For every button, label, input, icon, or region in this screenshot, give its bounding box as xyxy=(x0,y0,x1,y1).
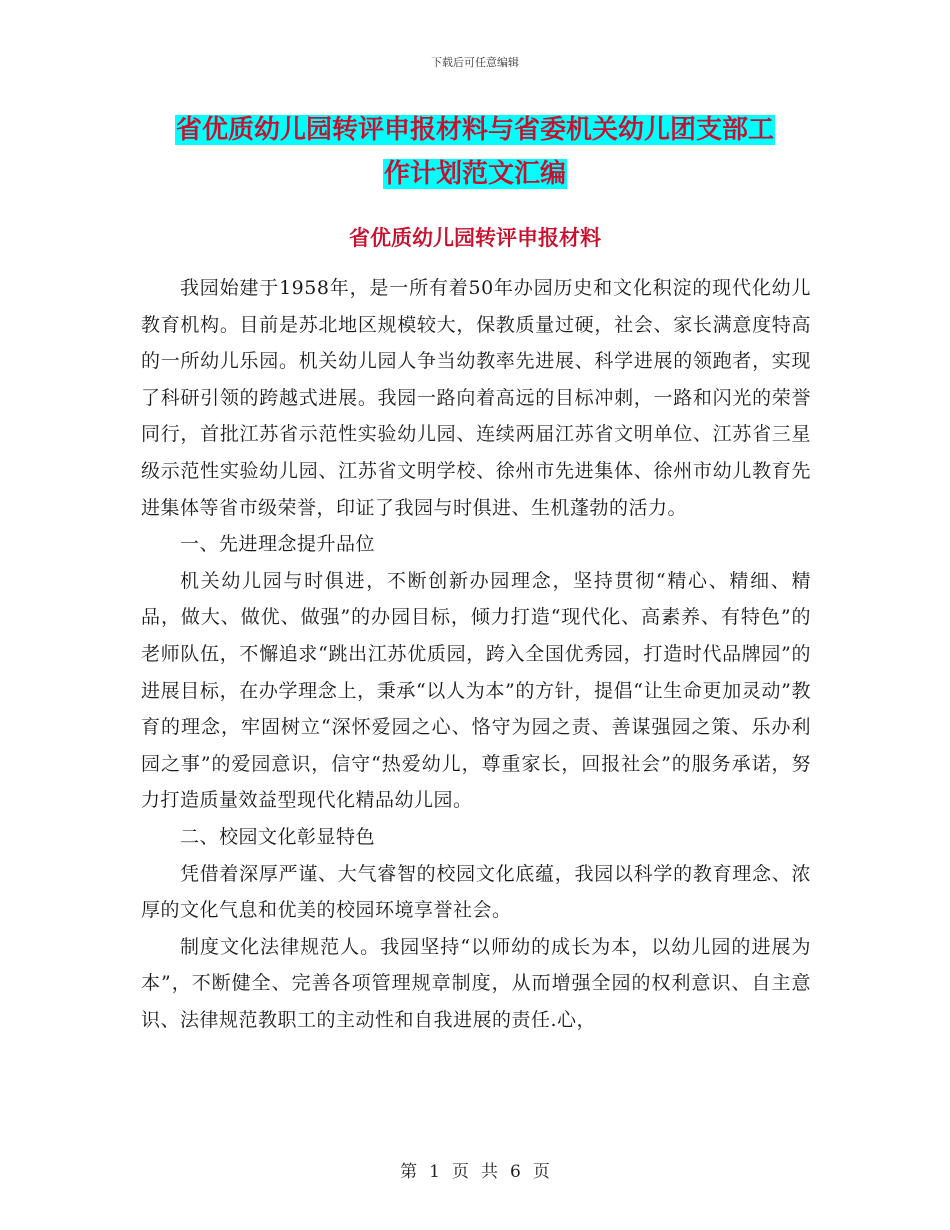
footer-total-prefix: 共 xyxy=(481,1162,498,1182)
footer-page-unit: 页 xyxy=(452,1162,469,1182)
paragraph-concepts: 机关幼儿园与时俱进，不断创新办园理念，坚持贯彻“精心、精细、精品，做大、做优、做强”的办园目标，倾力打造“现代化、高素养、有特色”的老师队伍，不懈追求“跳出江苏优质园，跨入全国优秀园，打造时代品牌园”的进展目标，在办学理念上，秉承“以人为本”的方针，提倡“让生命更加灵动”教育的理念，牢固树立“深怀爱园之心、恪守为园之责、善谋强园之策、乐办利园之事”的爱园意识，信守“热爱幼儿，尊重家长，回报社会”的服务承诺，努力打造质量效益型现代化精品幼儿园。 xyxy=(141,569,811,812)
footer-page-number: 1 xyxy=(429,1162,440,1182)
footer-prefix: 第 xyxy=(400,1162,418,1182)
heading-advanced-concepts: 一、先进理念提升品位 xyxy=(179,533,375,556)
footer-total-pages: 6 xyxy=(510,1162,521,1182)
page-footer xyxy=(0,1157,950,1182)
footer-total-unit: 页 xyxy=(532,1162,550,1182)
document-title-line2: 作计划范文汇编 xyxy=(383,159,566,189)
section-title: 省优质幼儿园转评申报材料 xyxy=(349,226,601,250)
document-title-line1: 省优质幼儿园转评申报材料与省委机关幼儿团支部工 xyxy=(175,115,774,145)
heading-campus-culture: 二、校园文化彰显特色 xyxy=(179,825,375,848)
document-title xyxy=(0,108,950,196)
paragraph-intro: 我园始建于1958年，是一所有着50年办园历史和文化积淀的现代化幼儿教育机构。目前是苏北地区规模较大，保教质量过硬，社会、家长满意度特高的一所幼儿乐园。机关幼儿园人争当幼教率先进展、科学进展的领跑者，实现了科研引领的跨越式进展。我园一路向着高远的目标冲刺，一路和闪光的荣誉同行，首批江苏省示范性实验幼儿园、连续两届江苏省文明单位、江苏省三星级示范性实验幼儿园、江苏省文明学校、徐州市先进集体、徐州市幼儿教育先进集体等省市级荣誉，印证了我园与时俱进、生机蓬勃的活力。 xyxy=(141,277,811,519)
paragraph-institution-culture: 制度文化法律规范人。我园坚持“以师幼的成长为本，以幼儿园的进展为本”，不断健全、完善各项管理规章制度，从而增强全园的权利意识、自主意识、法律规范教职工的主动性和自我进展的责任.心， xyxy=(141,935,811,1031)
header-note: 下载后可任意编辑 xyxy=(431,56,519,69)
paragraph-culture: 凭借着深厚严谨、大气睿智的校园文化底蕴，我园以科学的教育理念、浓厚的文化气息和优美的校园环境享誉社会。 xyxy=(141,862,811,922)
document-body xyxy=(141,270,811,1038)
